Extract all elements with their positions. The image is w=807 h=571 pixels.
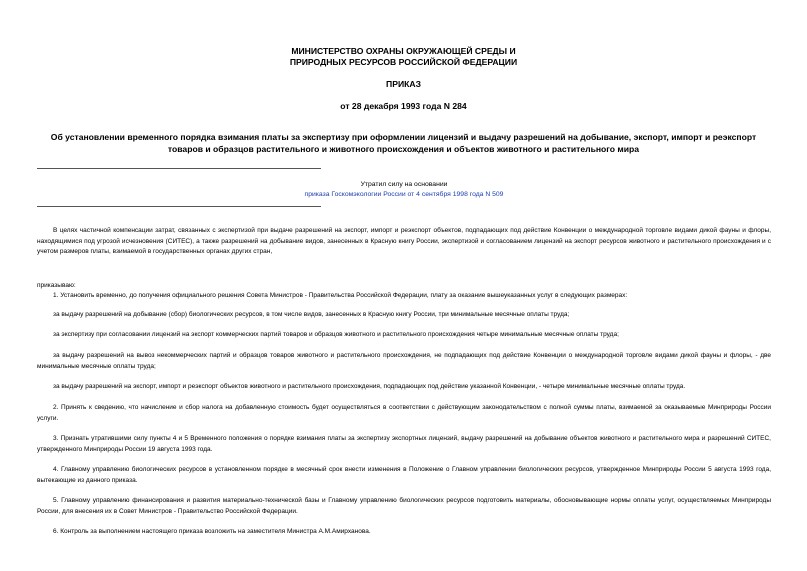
item-1-a: за выдачу разрешений на добывание (сбор) биологических ресурсов, в том числе видов, занесенных в Красную книгу России, три минимальные месячные оплаты труда; xyxy=(53,311,570,318)
org-line-2: ПРИРОДНЫХ РЕСУРСОВ РОССИЙСКОЙ ФЕДЕРАЦИИ xyxy=(289,57,518,67)
preamble-paragraph: В целях частичной компенсации затрат, связанных с экспертизой при выдаче разрешений на экспорт, импорт и реэкспорт объектов, подпадающих под действие Конвенции о международной торговле видами дикой фауны и флоры, находящимися под угрозой исчезновения (СИТЕС), а также разрешений на добывание видов, занесенных в Красную книгу России, экспертизой и согласованием лицензий на экспорт ресурсов животного и растительного происхождения и с учетом размеров платы, взимаемой в государственных органах других стран, xyxy=(37,227,771,255)
lost-force-label: Утратил силу на основании xyxy=(360,181,448,188)
lost-force-link[interactable]: приказа Госкомэкологии России от 4 сентября 1998 года N 509 xyxy=(304,191,504,198)
orders-word: приказываю: xyxy=(37,282,76,289)
item-1-d: за выдачу разрешений на экспорт, импорт и реэкспорт объектов животного и растительного происхождения, подпадающих под действие указанной Конвенции, - четыре минимальные месячные оплаты труда. xyxy=(53,383,686,390)
title-line-1: Об установлении временного порядка взимания платы за экспертизу при оформлении лицензий и выдачу разрешений на добывание, экспорт, импорт и реэкспорт xyxy=(50,132,757,142)
document-title xyxy=(30,132,777,155)
lost-force-line xyxy=(37,190,771,200)
issuing-organization xyxy=(0,46,807,68)
document-date-number: от 28 декабря 1993 года N 284 xyxy=(340,101,467,111)
divider-bottom xyxy=(37,206,321,207)
item-1-b: за экспертизу при согласовании лицензий на экспорт коммерческих партий товаров и образцов животного и растительного происхождения четыре минимальные месячные оплаты труда; xyxy=(53,331,619,338)
item-1: 1. Установить временно, до получения официального решения Совета Министров - Правительства Российской Федерации, плату за оказание вышеуказанных услуг в следующих размерах: xyxy=(53,292,628,299)
org-line-1: МИНИСТЕРСТВО ОХРАНЫ ОКРУЖАЮЩЕЙ СРЕДЫ И xyxy=(291,46,516,56)
document-type: ПРИКАЗ xyxy=(386,79,421,89)
item-1-c: за выдачу разрешений на вывоз некоммерческих партий и образцов товаров животного и растительного происхождения, не подпадающих под действие Конвенции о международной торговле видами дикой фауны и флоры, - две минимальные месячные оплаты труда; xyxy=(37,352,771,370)
item-6: 6. Контроль за выполнением настоящего приказа возложить на заместителя Министра А.М.Амирханова. xyxy=(53,528,371,535)
divider-top xyxy=(37,168,321,169)
item-4: 4. Главному управлению биологических ресурсов в установленном порядке в месячный срок внести изменения в Положение о Главном управлении биологических ресурсов, утвержденное Минприроды России 5 августа 1993 года, вытекающие из данного приказа. xyxy=(37,466,771,484)
item-5: 5. Главному управлению финансирования и развития материально-технической базы и Главному управлению биологических ресурсов подготовить материалы, обосновывающие нормы оплаты услуг, осуществляемых Минприроды России, для внесения их в Совет Министров - Правительство Российской Федерации. xyxy=(37,497,771,515)
title-line-2: товаров и образцов растительного и животного происхождения и объектов животного и растительного мира xyxy=(167,143,640,154)
item-2: 2. Принять к сведению, что начисление и сбор налога на добавленную стоимость будет осуществляться в соответствии с действующим законодательством с полной суммы платы, взимаемой за оказываемые Минприроды России услуги. xyxy=(37,404,771,422)
item-3: 3. Признать утратившими силу пункты 4 и 5 Временного положения о порядке взимания платы за экспертизу экспортных лицензий, выдачу разрешений на добывание объектов животного и растительного мира и разрешений СИТЕС, утвержденного Минприроды России 19 августа 1993 года. xyxy=(37,435,771,453)
